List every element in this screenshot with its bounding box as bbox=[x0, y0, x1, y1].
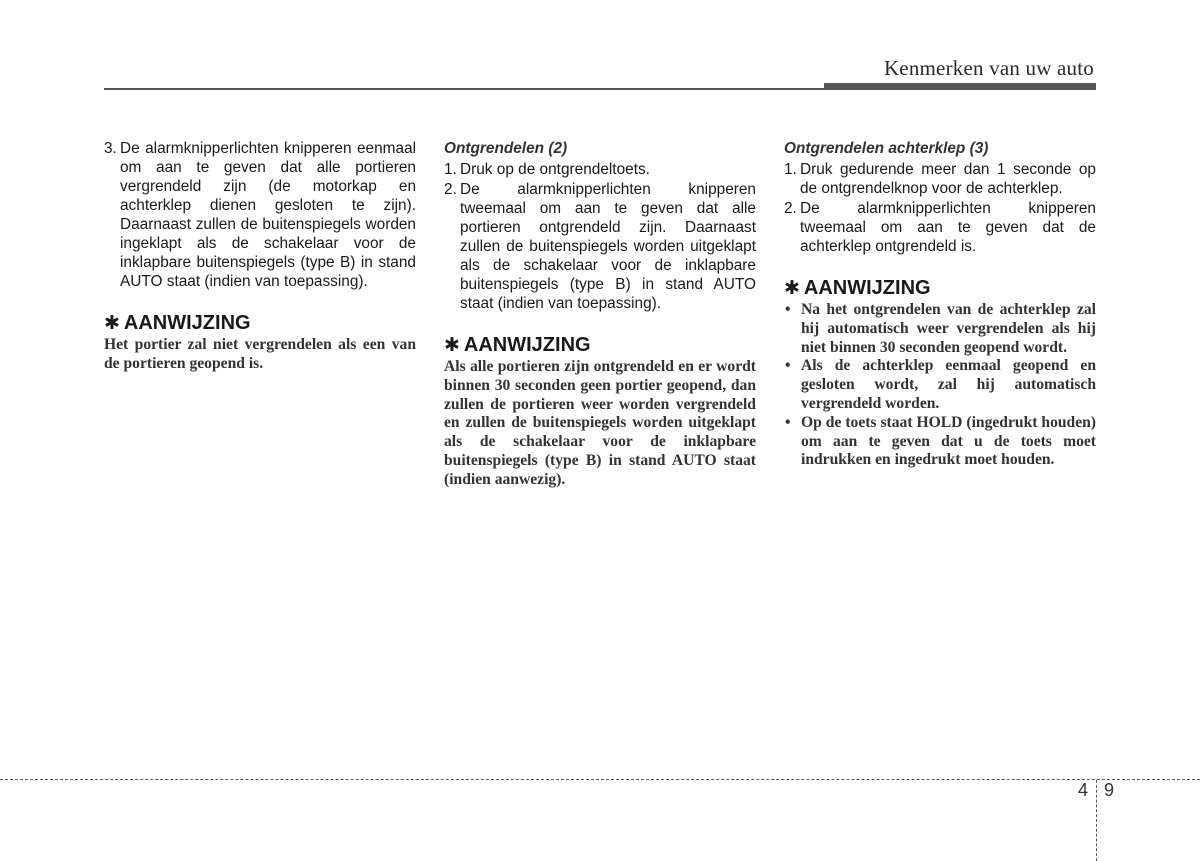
list-item bbox=[784, 199, 1096, 256]
chapter-number: 4 bbox=[1078, 780, 1089, 800]
list-item-text: Druk op de ontgrendeltoets. bbox=[460, 161, 650, 178]
list-item bbox=[104, 139, 416, 291]
list-item-text: De alarmknipperlichten knipperen tweemaal om aan te geven dat de achterklep ontgrendeld is. bbox=[800, 200, 1096, 255]
bullet-item bbox=[784, 357, 1096, 413]
bullet-icon: • bbox=[785, 413, 791, 431]
section-subheading: Ontgrendelen achterklep (3) bbox=[784, 140, 989, 157]
list-item-number: 2. bbox=[444, 181, 457, 198]
note-heading bbox=[104, 311, 416, 336]
note-star-icon: ✱ bbox=[784, 278, 800, 299]
header-rule bbox=[104, 88, 826, 90]
bullet-text: Als de achterklep eenmaal geopend en gesloten wordt, zal hij automatisch vergrendeld worden. bbox=[801, 357, 1096, 412]
note-star-icon: ✱ bbox=[444, 335, 460, 356]
list-item-text: De alarmknipperlichten knipperen tweemaal om aan te geven dat alle portieren ontgrendeld zijn. Daarnaast zullen de buitenspiegels worden uitgeklapt als de schakelaar voor de inklapbare buitenspiegels (type B) in stand AUTO staat (indien van toepassing). bbox=[460, 181, 756, 312]
bullet-icon: • bbox=[785, 301, 791, 318]
list-item-number: 2. bbox=[784, 200, 797, 217]
list-item bbox=[784, 160, 1096, 198]
list-item-number: 1. bbox=[784, 161, 797, 178]
note-text: Het portier zal niet vergrendelen als een van de portieren geopend is. bbox=[104, 336, 416, 372]
note-heading bbox=[784, 276, 1096, 301]
list-item-text: Druk gedurende meer dan 1 seconde op de ontgrendelknop voor de achterklep. bbox=[800, 161, 1096, 197]
list-item-number: 1. bbox=[444, 161, 457, 178]
bullet-item bbox=[784, 414, 1096, 470]
note-heading-label: AANWIJZING bbox=[463, 334, 591, 356]
footer-page-divider bbox=[1096, 780, 1097, 861]
note-heading-label: AANWIJZING bbox=[123, 312, 251, 334]
bullet-item bbox=[784, 301, 1096, 357]
note-star-icon: ✱ bbox=[104, 313, 120, 334]
bullet-text: Op de toets staat HOLD (ingedrukt houden) om aan te geven dat u de toets moet indrukken en ingedrukt moet houden. bbox=[801, 413, 1096, 469]
column-3 bbox=[784, 139, 1096, 470]
header-rule-accent bbox=[824, 83, 1096, 90]
note-heading bbox=[444, 333, 756, 358]
page-number: 9 bbox=[1104, 780, 1115, 800]
bullet-icon: • bbox=[785, 357, 791, 375]
note-heading-label: AANWIJZING bbox=[803, 277, 931, 299]
footer-divider bbox=[0, 779, 1200, 780]
list-item-text: De alarmknipperlichten knipperen eenmaal om aan te geven dat alle portieren vergrendeld zijn (de motorkap en achterklep dienen gesloten te zijn). Daarnaast zullen de buitenspiegels worden ingeklapt als de schakelaar voor de inklapbare buitenspiegels (type B) in stand AUTO staat (indien van toepassing). bbox=[120, 140, 416, 290]
list-item bbox=[444, 160, 756, 179]
section-subheading: Ontgrendelen (2) bbox=[444, 140, 568, 157]
list-item-number: 3. bbox=[104, 140, 117, 157]
bullet-text: Na het ontgrendelen van de achterklep zal hij automatisch weer vergrendelen als hij niet binnen 30 seconden geopend wordt. bbox=[801, 301, 1096, 356]
note-text: Als alle portieren zijn ontgrendeld en er wordt binnen 30 seconden geen portier geopend, dan zullen de portieren weer worden vergrendeld en zullen de buitenspiegels worden uitgeklapt als de schakelaar voor de inklapbare buitenspiegels (type B) in stand AUTO staat (indien aanwezig). bbox=[444, 358, 756, 488]
column-2 bbox=[444, 139, 756, 490]
list-item bbox=[444, 180, 756, 313]
page-header-title: Kenmerken van uw auto bbox=[883, 56, 1094, 80]
column-1 bbox=[104, 139, 416, 374]
